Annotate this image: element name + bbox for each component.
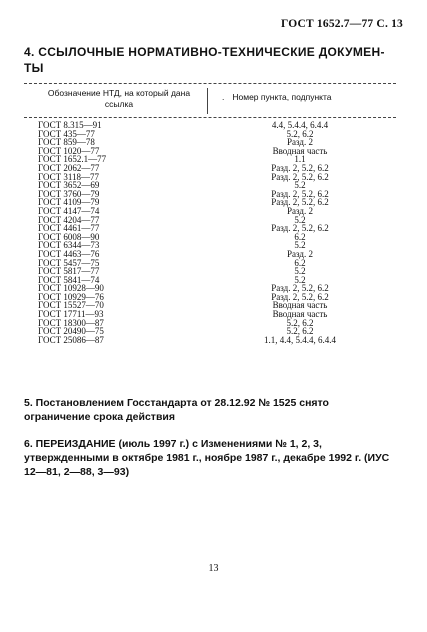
table-col2-header-dot: . [222,92,225,102]
clause-reference: Вводная часть [272,300,328,311]
standard-designation: ГОСТ 1020—77 [38,145,100,156]
clause-reference: 1.1 [294,154,306,165]
section-5-text: 5. Постановлением Госстандарта от 28.12.92 № 1525 снято ограничение срока действия [24,397,329,423]
standard-designation: ГОСТ 20490—75 [38,326,104,337]
clause-reference: 5.2 [294,240,306,251]
standard-designation: ГОСТ 8.315—91 [38,120,102,130]
standard-designation: ГОСТ 6008—90 [38,231,100,242]
standard-designation: ГОСТ 25086—87 [38,334,104,345]
standard-designation: ГОСТ 2062—77 [38,162,100,173]
running-head: ГОСТ 1652.7—77 С. 13 [280,18,403,30]
clause-reference: 5.2, 6.2 [286,326,314,337]
clause-reference: Разд. 2 [287,248,313,259]
standard-designation: ГОСТ 5817—77 [38,266,100,277]
clause-reference: Разд. 2, 5.2, 6.2 [271,188,329,199]
clause-reference: Разд. 2, 5.2, 6.2 [271,162,329,173]
table-column-divider [207,88,208,114]
table-body [0,121,427,344]
standard-designation: ГОСТ 435—77 [38,128,95,139]
clause-reference: 5.2, 6.2 [286,128,314,139]
standard-designation: ГОСТ 15527—70 [38,300,104,311]
clause-reference: Вводная часть [272,309,328,320]
standard-designation: ГОСТ 4109—79 [38,197,100,208]
table-top-rule [24,83,396,84]
clause-reference: Разд. 2, 5.2, 6.2 [271,197,329,208]
table-col2-header [222,92,372,103]
standard-designation: ГОСТ 6344—73 [38,240,100,251]
standard-designation: ГОСТ 10929—76 [38,291,104,302]
table-col2-header-label: Номер пункта, подпункта [232,92,332,102]
clause-reference: 5.2 [294,214,306,225]
standard-designation: ГОСТ 3760—79 [38,188,100,199]
clause-reference: 5.2 [294,274,306,285]
table-col1-header: Обозначение НТД, на который дана ссылка [47,88,191,109]
clause-reference: Разд. 2, 5.2, 6.2 [271,291,329,302]
standard-designation: ГОСТ 4147—74 [38,205,100,216]
standard-designation: ГОСТ 3652—69 [38,180,100,191]
standard-designation: ГОСТ 5457—75 [38,257,100,268]
clause-reference: 1.1, 4.4, 5.4.4, 6.4.4 [264,334,336,345]
clause-reference: 6.2 [294,231,306,242]
standard-designation: ГОСТ 5841—74 [38,274,100,285]
table-row [0,336,427,345]
clause-reference: Разд. 2 [287,137,313,148]
standard-designation: ГОСТ 10928—90 [38,283,104,294]
standard-designation: ГОСТ 17711—93 [38,309,104,320]
standard-designation: ГОСТ 859—78 [38,137,95,148]
page-number: 13 [208,563,219,574]
section-6-text: 6. ПЕРЕИЗДАНИЕ (июль 1997 г.) с Изменениями № 1, 2, 3, утвержденными в октябре 1981 г., ноябре 1987 г., декабре 1992 г. (ИУС 12—81, 2—88, 3—93) [24,438,390,478]
standard-designation: ГОСТ 4204—77 [38,214,100,225]
clause-reference: Разд. 2, 5.2, 6.2 [271,171,329,182]
standard-designation: ГОСТ 4461—77 [38,223,100,234]
clause-reference: 4.4, 5.4.4, 6.4.4 [271,120,329,130]
clause-reference: 5.2, 6.2 [286,317,314,328]
standard-designation: ГОСТ 18300—87 [38,317,104,328]
clause-reference: 5.2 [294,180,306,191]
table-header-rule [24,117,396,118]
standard-designation: ГОСТ 3118—77 [38,171,100,182]
clause-reference: 5.2 [294,266,306,277]
clause-reference: Разд. 2 [287,205,313,216]
clause-reference: 6.2 [294,257,306,268]
standard-designation: ГОСТ 1652.1—77 [38,154,107,165]
clause-reference: Вводная часть [272,145,328,156]
clause-reference: Разд. 2, 5.2, 6.2 [271,223,329,234]
standard-designation: ГОСТ 4463—76 [38,248,100,259]
clause-reference: Разд. 2, 5.2, 6.2 [271,283,329,294]
section-4-title: 4. ССЫЛОЧНЫЕ НОРМАТИВНО-ТЕХНИЧЕСКИЕ ДОКУМЕН-ТЫ [24,45,385,75]
